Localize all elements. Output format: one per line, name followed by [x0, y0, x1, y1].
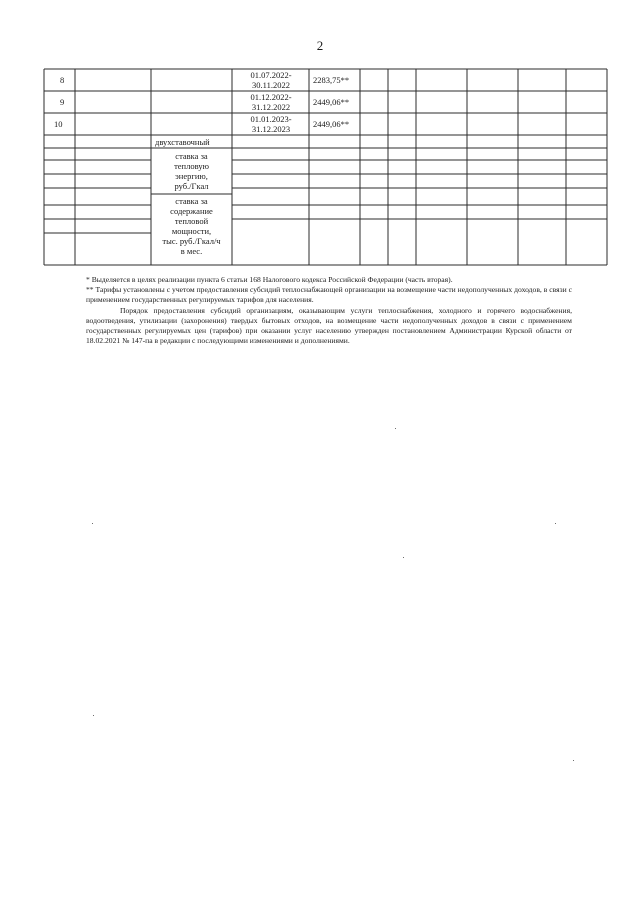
scan-speck	[555, 523, 556, 524]
period-end: 31.12.2022	[251, 102, 291, 112]
scan-speck	[93, 715, 94, 716]
period-end: 31.12.2023	[251, 124, 291, 134]
row-number: 10	[54, 119, 63, 129]
footnote-vat: * Выделяется в целях реализации пункта 6 статьи 168 Налогового кодекса Российской Федерации (часть вторая).	[86, 275, 453, 284]
label-line: в мес.	[180, 246, 203, 256]
scan-speck	[92, 523, 93, 524]
row-number: 8	[60, 75, 65, 85]
period-start: 01.01.2023-	[250, 114, 292, 124]
label-line: руб./Гкал	[174, 181, 209, 191]
label-line: ставка за	[175, 151, 208, 161]
page-number: 2	[316, 38, 324, 53]
scan-speck	[395, 428, 396, 429]
label-line: тепловой	[174, 216, 209, 226]
period-start: 01.12.2022-	[250, 92, 292, 102]
label-line: мощности,	[171, 226, 212, 236]
period-end: 30.11.2022	[252, 80, 290, 90]
tariff-value: 2283,75**	[313, 75, 350, 85]
footnotes	[86, 275, 572, 346]
label-line: тыс. руб./Гкал/ч	[162, 236, 221, 246]
label-line: энергию,	[175, 171, 208, 181]
tariff-value: 2449,06**	[313, 97, 350, 107]
period-start: 01.07.2022-	[250, 70, 292, 80]
row-number: 9	[60, 97, 65, 107]
subsidy-procedure-paragraph: Порядок предоставления субсидий организациям, оказывающим услуги теплоснабжения, холодного и горячего водоснабжения, водоотведения, утилизации (захоронения) твердых бытовых отходов, на возмещение части недополученных доходов в связи с применением государственных регулируемых цен (тарифов) при оказании услуг населению утвержден постановлением Администрации Курской области от 18.02.2021 № 147-па в редакции с последующими изменениями и дополнениями.	[86, 305, 572, 346]
scan-speck	[573, 760, 574, 761]
tariff-value: 2449,06**	[313, 119, 350, 129]
two-part-tariff-label: двухставочный	[155, 137, 210, 147]
footnote-subsidy: ** Тарифы установлены с учетом предоставления субсидий теплоснабжающей организации на возмещение части недополученных доходов, в связи с применением государственных регулируемых тарифов для населения.	[86, 285, 572, 305]
label-line: ставка за	[175, 196, 208, 206]
label-line: тепловую	[174, 161, 209, 171]
label-line: содержание	[170, 206, 213, 216]
scan-speck	[403, 557, 404, 558]
